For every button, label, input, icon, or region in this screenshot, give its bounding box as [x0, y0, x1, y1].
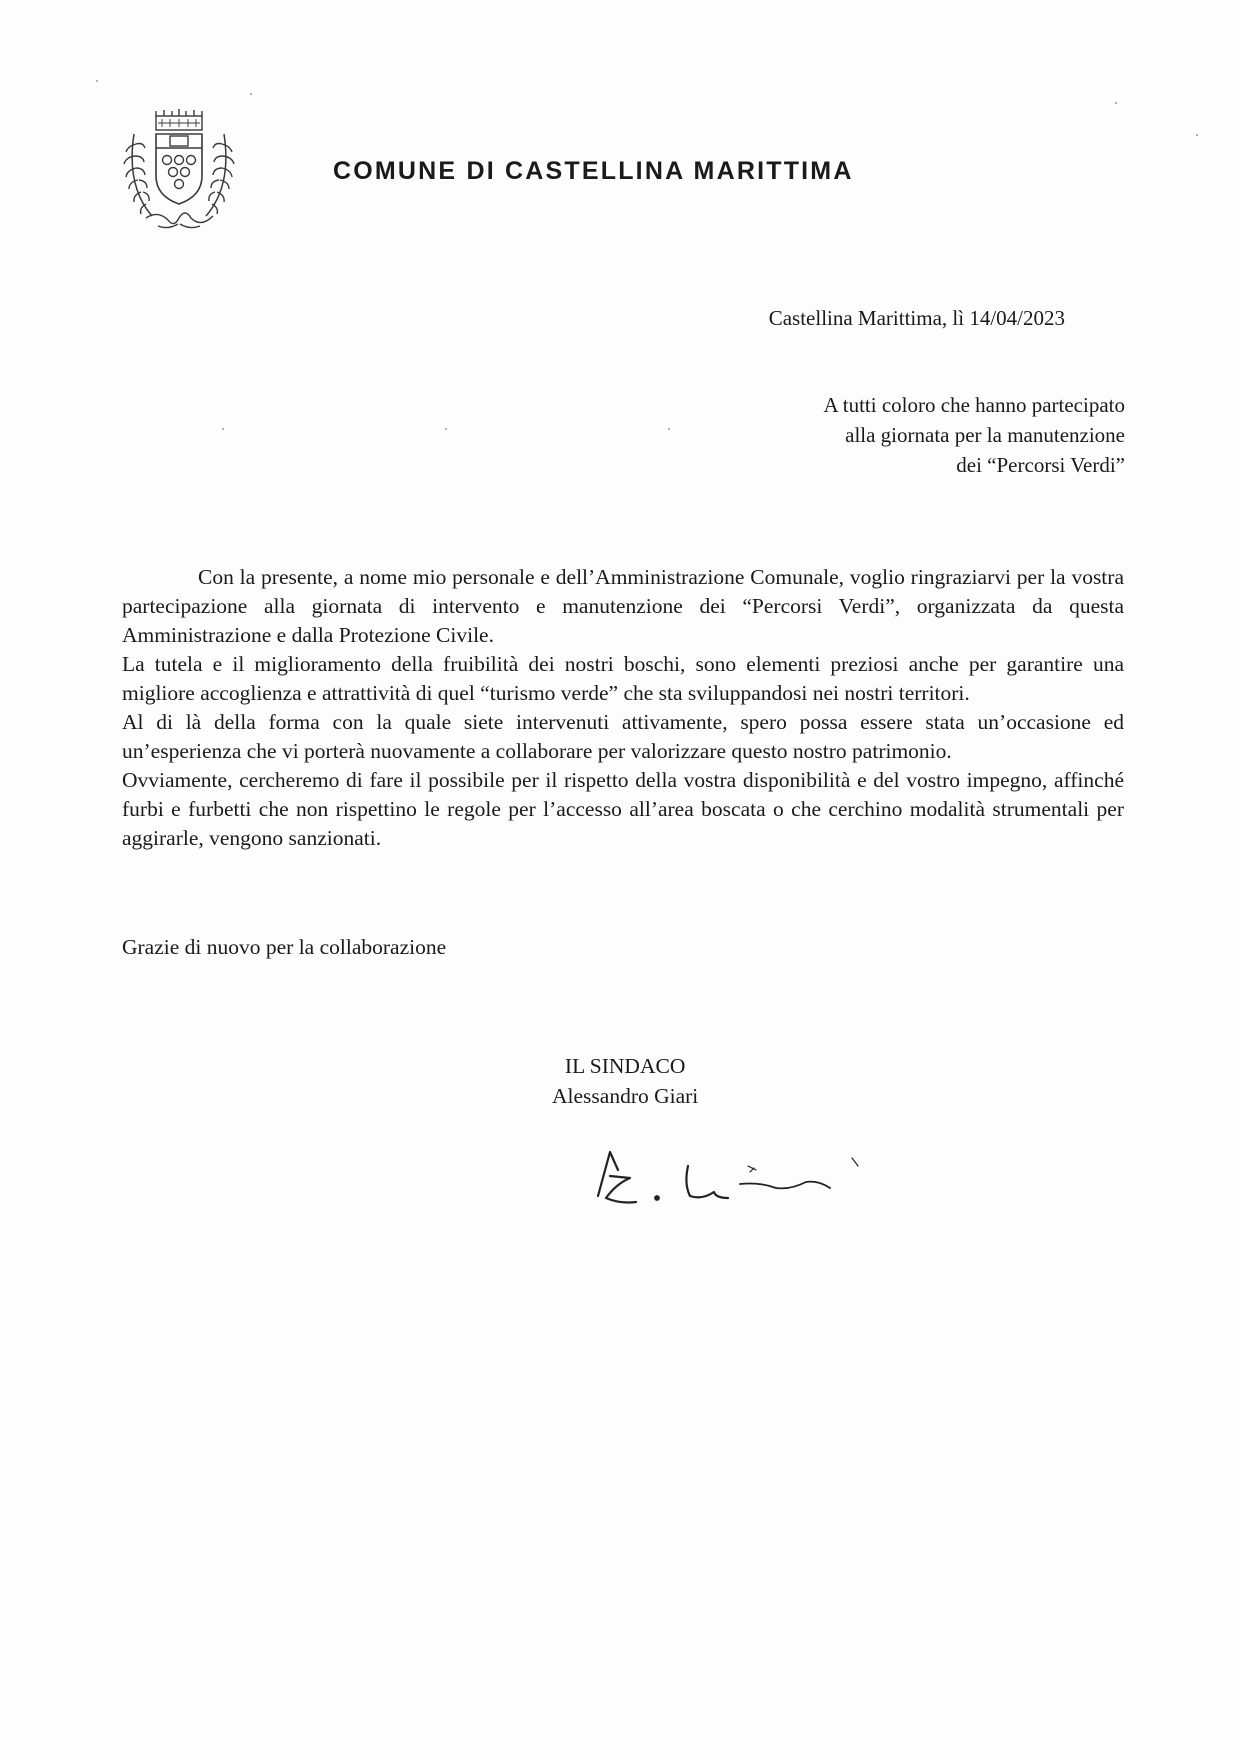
letter-body [122, 563, 1124, 853]
municipal-coat-of-arms-icon [118, 108, 240, 240]
scan-speck [222, 428, 224, 430]
scan-speck [1115, 102, 1117, 104]
dateline: Castellina Marittima, lì 14/04/2023 [768, 306, 1065, 330]
closing-line: Grazie di nuovo per la collaborazione [122, 935, 447, 959]
recipients-block [640, 390, 1125, 480]
body-paragraph: La tutela e il miglioramento della fruibilità dei nostri boschi, sono elementi preziosi anche per garantire una migliore accoglienza e attrattività di quel “turismo verde” che sta sviluppandosi nei nostri territori. [122, 652, 1124, 705]
recipient-line: alla giornata per la manutenzione [845, 423, 1125, 447]
recipient-line: dei “Percorsi Verdi” [956, 453, 1125, 477]
scan-speck [668, 428, 670, 430]
recipient-line: A tutti coloro che hanno partecipato [823, 393, 1125, 417]
scan-speck [96, 80, 98, 82]
signatory-block [552, 1051, 698, 1111]
scan-speck [1196, 134, 1198, 136]
signatory-title: IL SINDACO [564, 1054, 686, 1078]
municipality-name: COMUNE DI CASTELLINA MARITTIMA [333, 157, 854, 185]
body-paragraph: Con la presente, a nome mio personale e dell’Amministrazione Comunale, voglio ringraziarvi per la vostra partecipazione alla giornata di intervento e manutenzione dei “Percorsi Verdi”, organizzata da questa Amministrazione e dalla Protezione Civile. [122, 565, 1124, 647]
scan-speck [250, 93, 252, 95]
body-paragraph: Ovviamente, cercheremo di fare il possibile per il rispetto della vostra disponibilità e del vostro impegno, affinché furbi e furbetti che non rispettino le regole per l’accesso all’area boscata o che cerchino modalità strumentali per aggirarle, vengono sanzionati. [122, 768, 1124, 850]
signatory-name: Alessandro Giari [552, 1084, 699, 1108]
handwritten-signature-icon [580, 1136, 870, 1222]
scan-speck [445, 428, 447, 430]
body-paragraph: Al di là della forma con la quale siete intervenuti attivamente, spero possa essere stata un’occasione ed un’esperienza che vi porterà nuovamente a collaborare per valorizzare questo nostro patrimonio. [122, 710, 1124, 763]
